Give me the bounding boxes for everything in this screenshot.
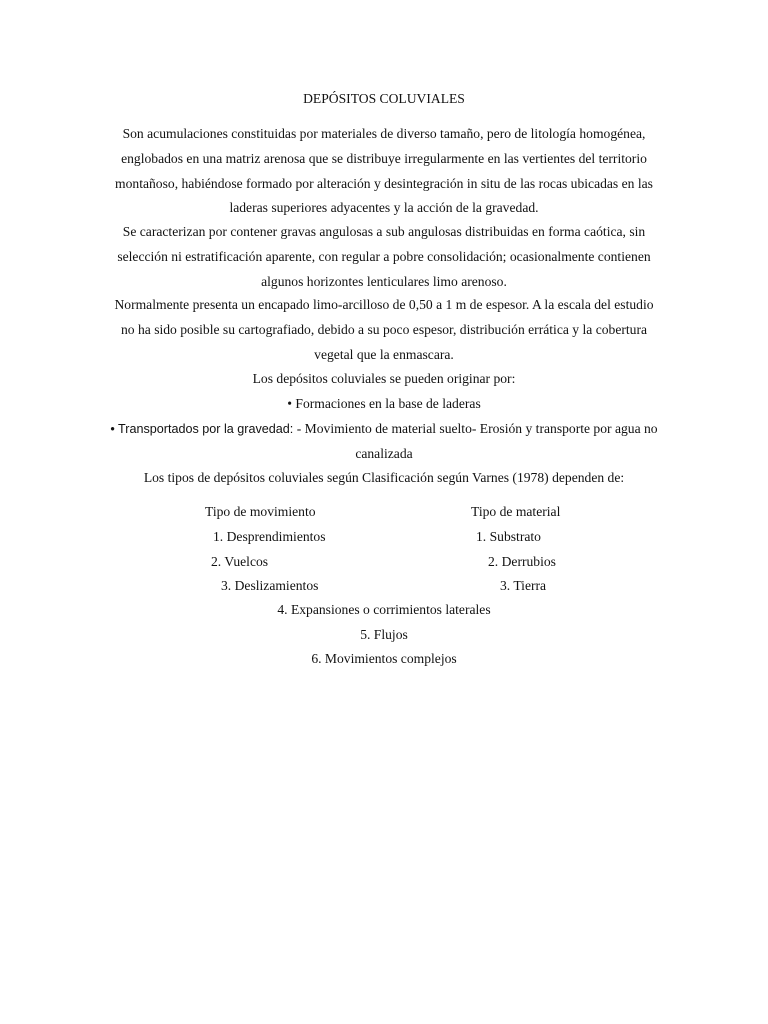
movement-item-1: 1. Desprendimientos (213, 529, 326, 544)
movement-item-5: 5. Flujos (360, 627, 408, 642)
movement-item-4: 4. Expansiones o corrimientos laterales (277, 602, 491, 617)
paragraph1-line-2: englobados en una matriz arenosa que se distribuye irregularmente en las vertientes del territorio (121, 151, 647, 166)
material-item-2: 2. Derrubios (488, 554, 556, 569)
classification-intro: Los tipos de depósitos coluviales según Clasificación según Varnes (1978) dependen de: (143, 470, 625, 485)
paragraph3-line-2: no ha sido posible su cartografiado, debido a su poco espesor, distribución errática y la cobertura (120, 322, 648, 337)
paragraph2-line-3: algunos horizontes lenticulares limo arenoso. (261, 274, 507, 289)
material-item-3: 3. Tierra (500, 578, 547, 593)
paragraph2-line-2: selección ni estratificación aparente, con regular a pobre consolidación; ocasionalmente contienen (117, 249, 651, 264)
paragraph2-line-1: Se caracterizan por contener gravas angulosas a sub angulosas distribuidas en forma caótica, sin (122, 224, 646, 239)
movement-item-2: 2. Vuelcos (211, 554, 269, 569)
movement-type-header: Tipo de movimiento (205, 504, 316, 519)
bullet-transportados-continuation: canalizada (355, 446, 413, 461)
paragraph1-line-4: laderas superiores adyacentes y la acción de la gravedad. (229, 200, 539, 215)
paragraph1-line-3: montañoso, habiéndose formado por alteración y desintegración in situ de las rocas ubicadas en las (115, 176, 653, 191)
material-type-header: Tipo de material (471, 504, 561, 519)
bullet-transportados-text: - Movimiento de material suelto- Erosión y transporte por agua no (293, 421, 658, 436)
paragraph1-line-1: Son acumulaciones constituidas por materiales de diverso tamaño, pero de litología homogénea, (122, 126, 646, 141)
bullet-transportados-label: • Transportados por la gravedad: (110, 422, 294, 436)
bullet-formaciones: • Formaciones en la base de laderas (287, 396, 481, 411)
paragraph3-line-3: vegetal que la enmascara. (314, 347, 454, 362)
document-title: DEPÓSITOS COLUVIALES (303, 91, 465, 106)
origin-intro: Los depósitos coluviales se pueden originar por: (252, 371, 516, 386)
movement-item-6: 6. Movimientos complejos (311, 651, 457, 666)
bullet-transportados (0, 420, 768, 438)
material-item-1: 1. Substrato (476, 529, 541, 544)
paragraph3-line-1: Normalmente presenta un encapado limo-arcilloso de 0,50 a 1 m de espesor. A la escala del estudio (114, 297, 654, 312)
movement-item-3: 3. Deslizamientos (221, 578, 319, 593)
